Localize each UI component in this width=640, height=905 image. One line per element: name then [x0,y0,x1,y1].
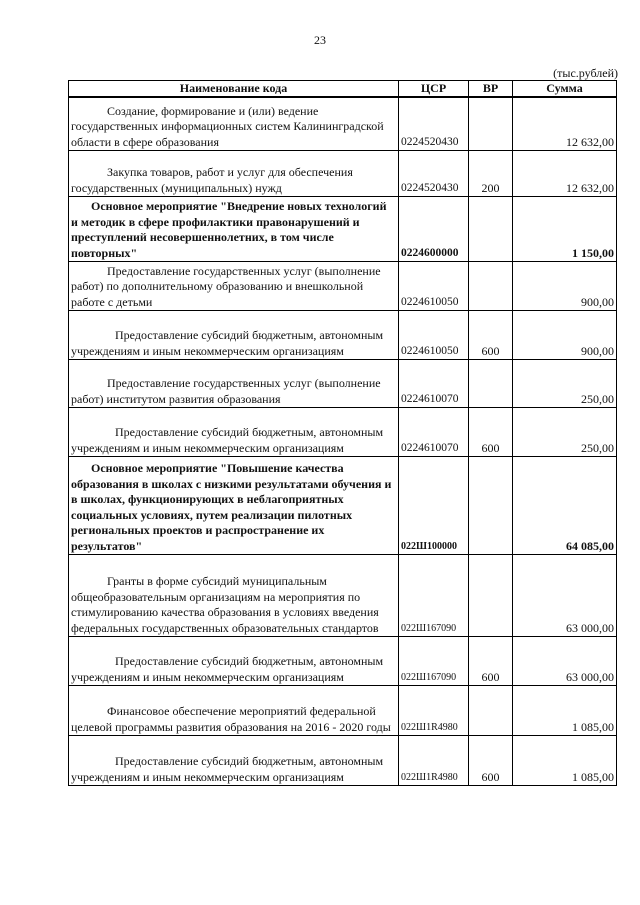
row-vr: 200 [469,150,513,196]
row-sum: 12 632,00 [513,97,617,150]
header-vr: ВР [469,81,513,98]
page-number: 23 [314,33,326,47]
row-csr: 0224520430 [399,97,469,150]
row-vr [469,456,513,554]
table-row [69,456,617,554]
row-sum: 12 632,00 [513,150,617,196]
row-sum: 1 085,00 [513,735,617,785]
row-vr: 600 [469,735,513,785]
table-header-row [69,81,617,98]
table-row [69,554,617,636]
row-name: Основное мероприятие "Повышение качества образования в школах с низкими результатами обучения и в школах, функционирующих в неблагоприятных социальных условиях, путем реализации пилотных региональных проектов и распространение их результатов" [71,461,392,553]
table-row [69,636,617,685]
header-csr: ЦСР [399,81,469,98]
row-vr: 600 [469,636,513,685]
table-row [69,685,617,735]
row-sum: 64 085,00 [513,456,617,554]
table-row [69,261,617,310]
row-name: Предоставление субсидий бюджетным, автономным учреждениям и иным некоммерческим организациям [71,425,384,455]
row-sum: 63 000,00 [513,554,617,636]
table-row [69,407,617,456]
table-row [69,359,617,407]
row-csr: 0224610050 [399,261,469,310]
row-sum: 250,00 [513,407,617,456]
row-csr: 0224610070 [399,407,469,456]
row-name: Предоставление субсидий бюджетным, автономным учреждениям и иным некоммерческим организациям [71,328,384,358]
table-row [69,97,617,150]
row-csr: 022Ш167090 [399,554,469,636]
row-name: Основное мероприятие "Внедрение новых технологий и методик в сфере профилактики правонарушений и преступлений несовершеннолетних, в том числе повторных" [71,199,387,260]
header-name: Наименование кода [69,81,399,98]
row-csr: 0224610050 [399,310,469,359]
row-vr: 600 [469,407,513,456]
row-csr: 0224610070 [399,359,469,407]
row-name: Гранты в форме субсидий муниципальным общеобразовательным организациям на мероприятия по стимулированию качества образования в условиях введения федеральных государственных образовательных стандартов [71,574,379,635]
unit-label: (тыс.рублей) [553,66,618,80]
table-row [69,150,617,196]
table-row [69,310,617,359]
row-vr [469,261,513,310]
row-vr [469,196,513,261]
row-sum: 1 150,00 [513,196,617,261]
row-name: Предоставление субсидий бюджетным, автономным учреждениям и иным некоммерческим организациям [71,754,384,784]
row-name: Финансовое обеспечение мероприятий федеральной целевой программы развития образования на 2016 - 2020 годы [71,704,391,734]
row-name: Предоставление субсидий бюджетным, автономным учреждениям и иным некоммерческим организациям [71,654,384,684]
row-vr [469,359,513,407]
row-csr: 022Ш1R4980 [399,735,469,785]
row-vr [469,554,513,636]
row-csr: 0224600000 [399,196,469,261]
header-sum: Сумма [513,81,617,98]
row-vr [469,97,513,150]
row-name: Предоставление государственных услуг (выполнение работ) институтом развития образования [71,376,381,406]
row-sum: 63 000,00 [513,636,617,685]
row-name: Закупка товаров, работ и услуг для обеспечения государственных (муниципальных) нужд [71,165,353,195]
row-vr: 600 [469,310,513,359]
row-sum: 250,00 [513,359,617,407]
table-row [69,196,617,261]
row-sum: 900,00 [513,310,617,359]
row-csr: 0224520430 [399,150,469,196]
row-name: Предоставление государственных услуг (выполнение работ) по дополнительному образованию и внешкольной работе с детьми [71,263,381,309]
row-sum: 900,00 [513,261,617,310]
row-sum: 1 085,00 [513,685,617,735]
table-row [69,735,617,785]
row-name: Создание, формирование и (или) ведение государственных информационных систем Калининградской области в сфере образования [71,103,384,149]
row-csr: 022Ш167090 [399,636,469,685]
row-vr [469,685,513,735]
budget-table [68,80,617,786]
row-csr: 022Ш100000 [399,456,469,554]
row-csr: 022Ш1R4980 [399,685,469,735]
